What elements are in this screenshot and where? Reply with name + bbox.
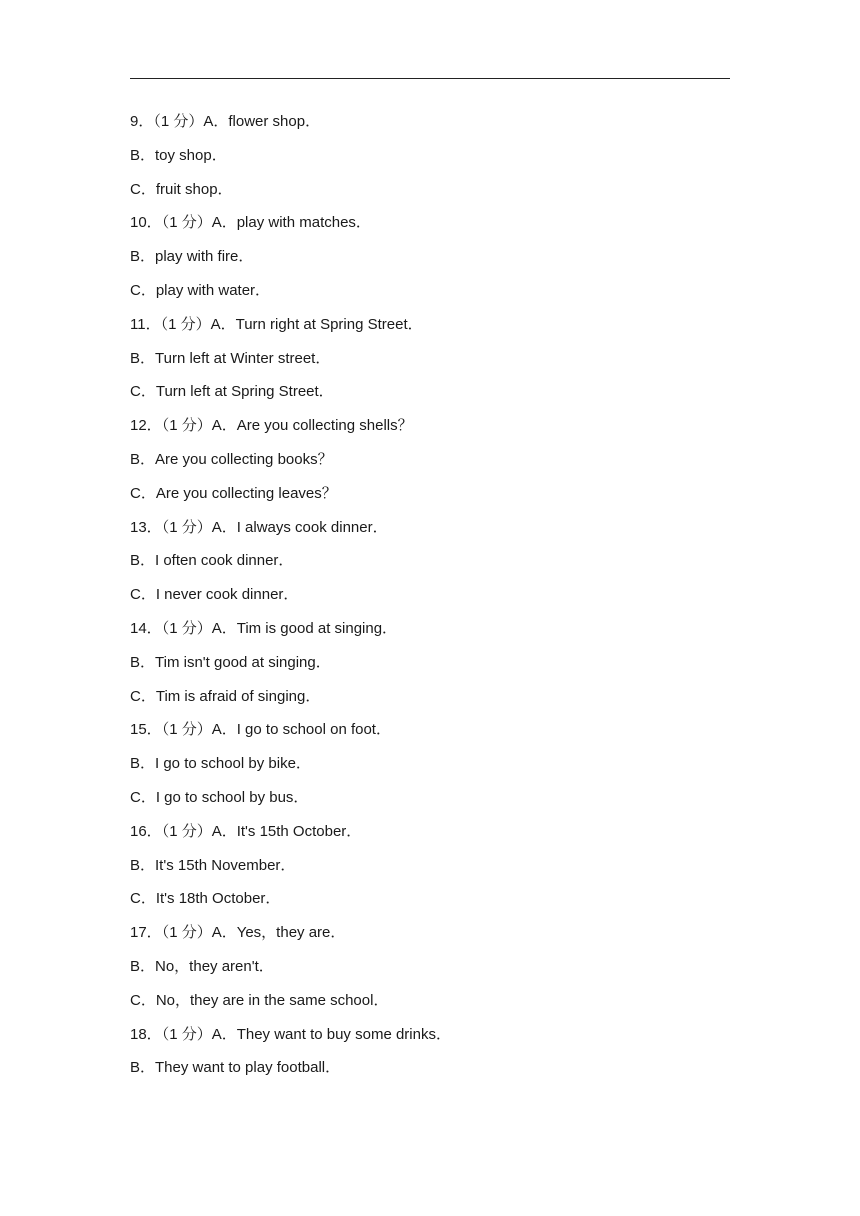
option-text: A．Tim is good at singing． — [211, 619, 398, 637]
question-score: （1 分） — [161, 721, 212, 739]
question-number: 11． — [130, 315, 161, 333]
question-score: （1 分） — [161, 619, 212, 637]
option-text: C．I go to school by bus． — [130, 788, 309, 806]
option-text: B．toy shop． — [130, 146, 227, 164]
option-text: B．No，they aren't． — [130, 957, 274, 975]
option-line — [130, 683, 730, 717]
question-number: 12． — [130, 417, 162, 435]
option-line — [130, 649, 730, 683]
option-line — [130, 345, 730, 379]
question-line — [130, 615, 730, 649]
question-number: 13． — [130, 518, 162, 536]
option-line — [130, 547, 730, 581]
option-text: C．It's 18th October． — [130, 890, 281, 908]
option-line — [130, 446, 730, 480]
option-line — [130, 1054, 730, 1088]
option-line — [130, 176, 730, 210]
question-line — [130, 412, 730, 446]
option-text: C．Turn left at Spring Street． — [130, 383, 334, 401]
question-number: 15． — [130, 721, 162, 739]
option-text: A．flower shop． — [203, 113, 321, 130]
option-text: C．fruit shop． — [130, 180, 233, 198]
option-text: A．Are you collecting shells？ — [211, 417, 413, 435]
option-text: A．They want to buy some drinks． — [211, 1025, 451, 1043]
option-text: B．I go to school by bike． — [130, 755, 311, 773]
question-number: 17． — [130, 924, 162, 942]
question-score: （1 分） — [161, 214, 212, 232]
option-line — [130, 277, 730, 311]
question-line — [130, 311, 730, 345]
question-number: 16． — [130, 822, 162, 840]
question-score: （1 分） — [161, 417, 212, 435]
option-text: A．Turn right at Spring Street． — [210, 315, 423, 333]
option-text: A．It's 15th October． — [211, 822, 362, 840]
option-line — [130, 581, 730, 615]
option-line — [130, 142, 730, 176]
option-text: A．Yes，they are． — [211, 924, 346, 942]
question-line — [130, 716, 730, 750]
question-number: 10． — [130, 214, 162, 232]
question-line — [130, 108, 730, 142]
question-score: （1 分） — [161, 518, 212, 536]
option-text: C．Are you collecting leaves？ — [130, 484, 337, 502]
option-text: A．I go to school on foot． — [211, 721, 391, 739]
question-score: （1 分） — [161, 924, 212, 942]
option-text: B．I often cook dinner． — [130, 552, 294, 570]
option-text: C．I never cook dinner． — [130, 586, 299, 604]
option-text: A．play with matches． — [211, 214, 371, 232]
option-text: B．Turn left at Winter street． — [130, 349, 331, 367]
question-line — [130, 818, 730, 852]
header-rule — [130, 78, 730, 79]
question-number: 14． — [130, 619, 162, 637]
question-line — [130, 919, 730, 953]
question-line — [130, 209, 730, 243]
question-number: 9． — [130, 113, 154, 130]
option-line — [130, 784, 730, 818]
option-text: B．They want to play football． — [130, 1059, 341, 1077]
question-score: （1 分） — [161, 822, 212, 840]
option-text: B．Tim isn't good at singing． — [130, 653, 331, 671]
question-score: （1 分） — [153, 113, 204, 130]
option-line — [130, 378, 730, 412]
option-text: B．It's 15th November． — [130, 856, 296, 874]
question-list — [130, 108, 730, 1088]
option-line — [130, 953, 730, 987]
option-line — [130, 243, 730, 277]
option-text: C．No，they are in the same school． — [130, 991, 389, 1009]
question-score: （1 分） — [161, 1025, 212, 1043]
question-line — [130, 1021, 730, 1055]
option-line — [130, 987, 730, 1021]
question-score: （1 分） — [160, 315, 211, 333]
option-text: C．Tim is afraid of singing． — [130, 687, 321, 705]
option-text: B．Are you collecting books？ — [130, 450, 333, 468]
option-text: B．play with fire． — [130, 248, 254, 266]
question-line — [130, 514, 730, 548]
option-line — [130, 885, 730, 919]
option-text: A．I always cook dinner． — [211, 518, 388, 536]
question-number: 18． — [130, 1025, 162, 1043]
option-line — [130, 480, 730, 514]
option-line — [130, 750, 730, 784]
option-text: C．play with water． — [130, 281, 271, 299]
option-line — [130, 852, 730, 886]
